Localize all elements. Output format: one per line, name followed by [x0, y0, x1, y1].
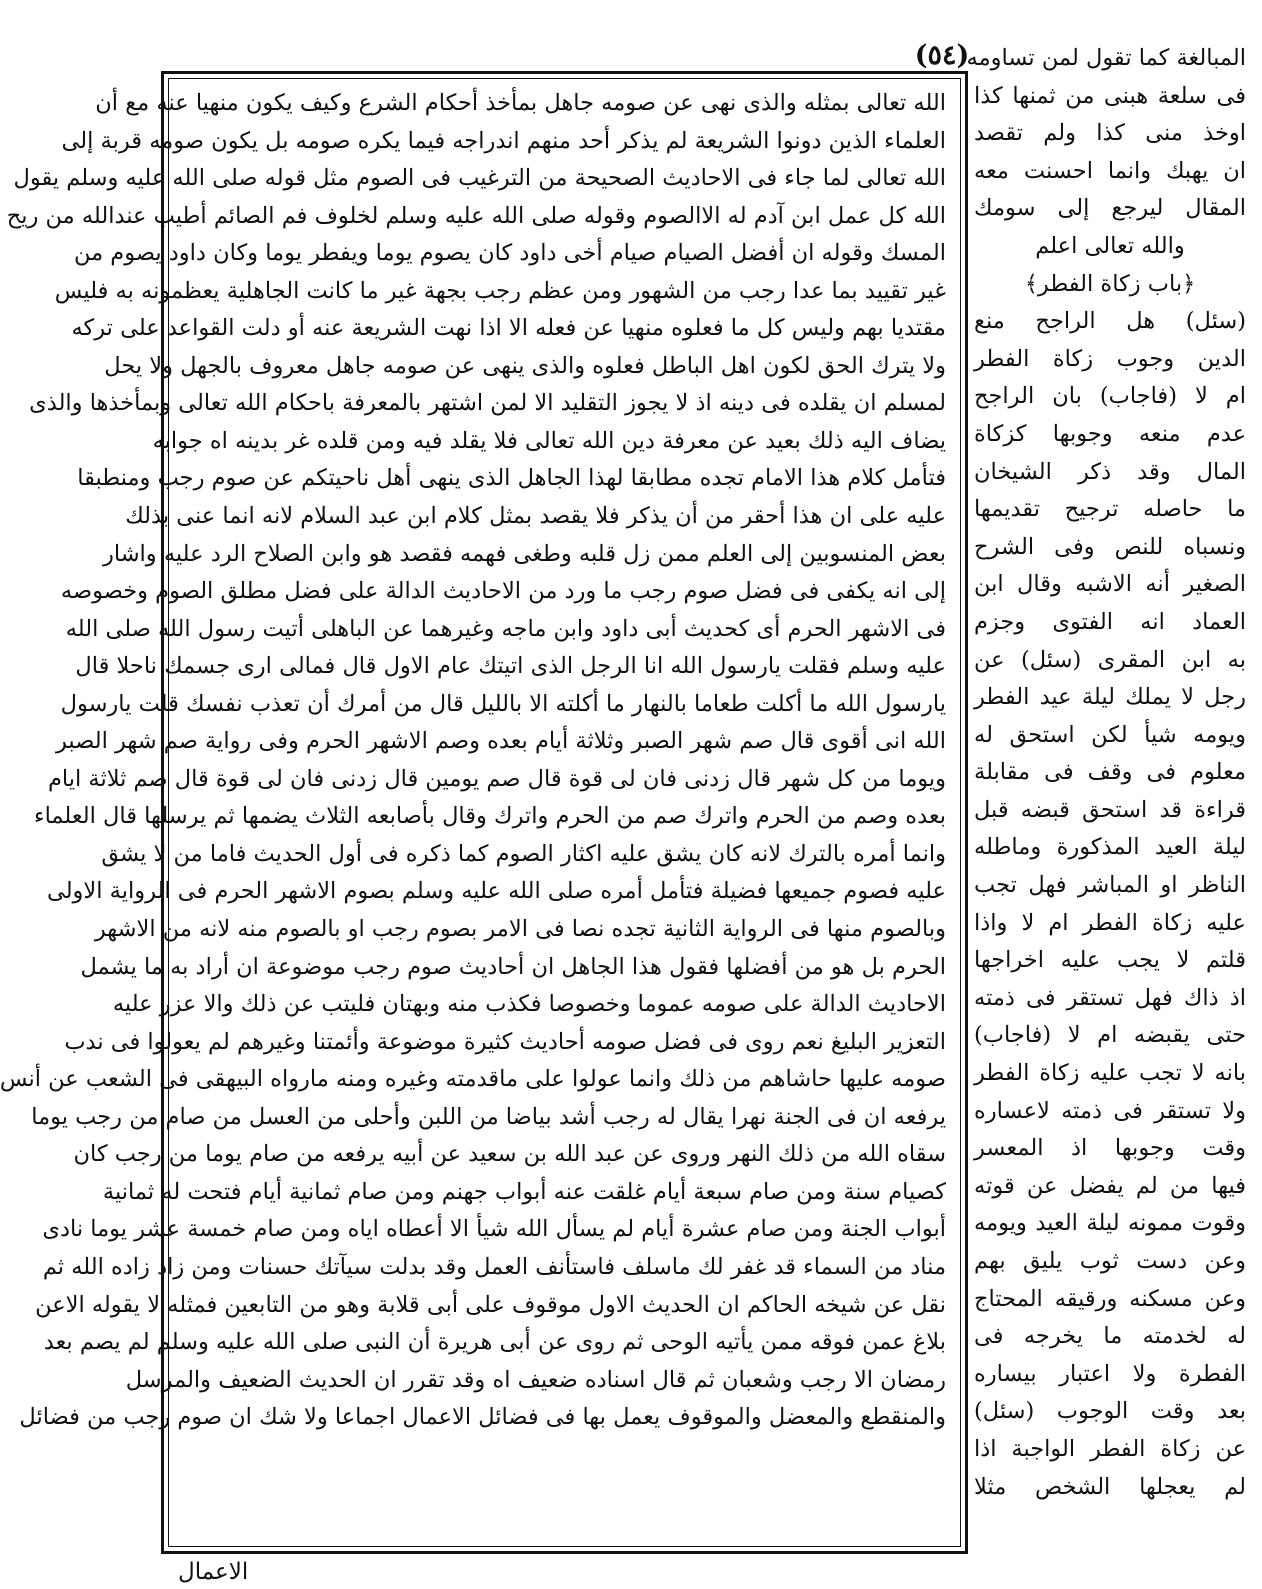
main-text-line: إلى انه يكفى فى فضل صوم رجب ما ورد من الاحاديث الدالة على فضل مطلق الصوم وخصوصه [60, 578, 946, 605]
main-text-line: بعض المنسوبين إلى العلم ممن زل قلبه وطغى فهمه فقصد هو وابن الصلاح الرد عليه واشار [102, 540, 946, 567]
margin-text-line: قراءة قد استحق قبضه قبل [974, 796, 1246, 823]
margin-text-line: وعن مسكنه ورقيقه المحتاج [974, 1285, 1246, 1312]
main-text-line: مناد من السماء قد غفر لك ماسلف فاستأنف العمل وقد بدلت سيآتك حسنات ومن زاد زاده الله ثم [42, 1253, 946, 1280]
main-text-line: فى الاشهر الحرم أى كحديث أبى داود وابن ماجه وغيرهما عن الباهلى أتيت رسول الله صلى الله [65, 615, 946, 642]
main-text-line: الله انى أقوى قال صم شهر الصبر وثلاثة أيام بعده وصم الاشهر الحرم وفى رواية صم شهر الصبر [56, 728, 946, 755]
main-text-line: العلماء الذين دونوا الشريعة لم يذكر أحد منهم اندراجه فيما يكره صومه بل يكون صومه قربة إلى [61, 127, 946, 154]
margin-text-line: له لخدمته ما يخرجه فى [974, 1323, 1246, 1350]
main-text-line: الله تعالى بمثله والذى نهى عن صومه جاهل بمأخذ أحكام الشرع وكيف يكون منهيا عنه مع أن [95, 90, 946, 116]
margin-text-line: ان يهبك وانما احسنت معه [974, 157, 1246, 184]
main-text-line: عليه على ان هذا أحقر من أن يذكر فلا يقصد بمثل كلام ابن عبد السلام لانه انما عنى بذلك [125, 503, 946, 530]
margin-text-line: عليه زكاة الفطر ام لا واذا [974, 909, 1246, 936]
main-text-line: بلاغ عمن فوقه ممن يأتيه الوحى ثم روى عن أبى هريرة أن النبى صلى الله عليه وسلم لم يصم بعد [43, 1329, 946, 1356]
margin-text-line: والله تعالى اعلم [1035, 232, 1185, 259]
margin-text-line: اوخذ منى كذا ولم تقصد [974, 120, 1246, 147]
margin-text-line: الفطرة ولا اعتبار بيساره [974, 1360, 1246, 1387]
main-text-line: وانما أمره بالترك لانه كان يشق عليه اكثار الصوم كما ذكره فى أول الحديث فاما من لا يشق [101, 840, 946, 867]
margin-text-line: اذ ذاك فهل تستقر فى ذمته [974, 984, 1246, 1011]
main-text-line: أبواب الجنة ومن صام عشرة أيام لم يسأل الله شيأ الا أعطاه اياه ومن صام خمسة عشر يوما نادى [42, 1216, 946, 1243]
margin-text-line: ليلة العيد المذكورة وماطله [974, 834, 1246, 861]
main-text-line: الحرم بل هو من أفضلها فقول هذا الجاهل ان أحاديث صوم رجب موضوعة ان أراد به ما يشمل [80, 953, 946, 980]
margin-text-line: (سئل) هل الراجح منع [974, 308, 1246, 335]
margin-text-line: عن زكاة الفطر الواجبة اذا [974, 1435, 1246, 1462]
margin-text-line: ويومه شيأ لكن استحق له [974, 721, 1246, 748]
margin-text-line: رجل لا يملك ليلة عيد الفطر [974, 684, 1246, 711]
main-text-line: عليه فصوم جميعها فضيلة فتأمل أمره صلى الله عليه وسلم بصوم الاشهر الحرم فى الرواية الاولى [46, 878, 946, 905]
margin-text-line: لم يعجلها الشخص مثلا [974, 1473, 1246, 1500]
margin-text-line: المال وقد ذكر الشيخان [974, 458, 1246, 485]
main-text-line: نقل عن شيخه الحاكم ان الحديث الاول موقوف على أبى قلابة وهو من التابعين فمثله لا يقوله الاعن [35, 1291, 946, 1318]
main-text-line: التعزير البليغ نعم روى فى فضل صومه أحاديث كثيرة موضوعة وأئمتنا وغيرهم لم يعولوا فى ندب [64, 1028, 946, 1055]
main-text-line: لمسلم ان يقلده فى دينه اذ لا يجوز التقليد الا لمن اشتهر بالمعرفة باحكام الله تعالى وبمأخذها والذى [29, 390, 946, 417]
main-text-line: عليه وسلم فقلت يارسول الله انا الرجل الذى اتيتك عام الاول قال فمالى ارى جسمك ناحلا قال [75, 653, 946, 680]
margin-text-line: الناظر او المباشر فهل تجب [974, 872, 1246, 899]
margin-text-line: الدين وجوب زكاة الفطر [974, 345, 1246, 372]
margin-text-line: الصغير أنه الاشبه وقال ابن [974, 571, 1246, 598]
margin-text-line: المقال ليرجع إلى سومك [974, 195, 1246, 222]
main-text-line: وبالصوم منها فى الرواية الثانية تجده نصا فى الامر بصوم رجب او بالصوم منه لانه من الاشهر [94, 916, 946, 943]
main-text-line: مقتديا بهم وليس كل ما فعلوه منهيا عن فعله الا اذا نهت الشريعة عنه أو دلت القواعد على تركه [71, 315, 946, 342]
main-text-frame [0, 71, 968, 1554]
main-text-line: ويوما من كل شهر قال زدنى فان لى قوة قال صم يومين قال زدنى فان لى قوة قال صم ثلاثة ايام [47, 765, 946, 792]
margin-text-line: ونسباه للنص وفى الشرح [974, 533, 1246, 560]
margin-text-line: عدم منعه وجوبها كزكاة [974, 420, 1246, 447]
margin-text-line: به ابن المقرى (سئل) عن [974, 646, 1246, 673]
margin-text-line: قلتم لا يجب عليه اخراجها [974, 947, 1246, 974]
margin-text-line: بعد وقت الوجوب (سئل) [974, 1398, 1246, 1425]
margin-text-line: المبالغة كما تقول لمن تساومه [966, 45, 1246, 71]
main-text-line: يضاف اليه ذلك بعيد عن معرفة دين الله تعالى فلا يقلد فيه ومن قلده غر بدينه اه جوابه [152, 427, 946, 454]
margin-text-line: بانه لا تجب عليه زكاة الفطر [974, 1060, 1246, 1087]
main-text-line: فتأمل كلام هذا الامام تجده مطابقا لهذا الجاهل الذى ينهى أهل ناحيتكم عن صوم رجب ومنطبقا [77, 465, 946, 492]
main-text-line: الله كل عمل ابن آدم له الاالصوم وقوله صلى الله عليه وسلم لخلوف فم الصائم أطيب عندالله من ريح [6, 202, 946, 229]
section-heading: ﴿باب زكاة الفطر﴾ [1024, 270, 1196, 297]
main-text-line: كصيام سنة ومن صام سبعة أيام غلقت عنه أبواب جهنم ومن صام ثمانية أيام فتحت له ثمانية [102, 1178, 946, 1205]
main-text-line: سقاه الله من ذلك النهر وروى عن عبد الله بن سعيد عن أبيه يرفعه من صام يوما من رجب كان [73, 1141, 946, 1168]
margin-text-line: وعن دست ثوب يليق بهم [974, 1248, 1246, 1274]
main-text-line: المسك وقوله ان أفضل الصيام صيام أخى داود كان يصوم يوما ويفطر يوما وكان داود يصوم من [73, 240, 946, 267]
page-number: (٥٤) [914, 40, 970, 71]
main-text-line: الاحاديث الدالة على صومه عموما وخصوصا فكذب منه وبهتان فليتب عن ذلك والا عزر عليه [112, 991, 946, 1018]
main-text-line: يرفعه ان فى الجنة نهرا يقال له رجب أشد بياضا من اللبن وأحلى من العسل من صام من رجب يوما [31, 1103, 946, 1130]
margin-text-line: وقوت ممونه ليلة العيد ويومه [974, 1210, 1246, 1237]
margin-text-line: فيها من لم يفضل عن قوته [974, 1172, 1246, 1199]
catchword: الاعمال [178, 1559, 249, 1585]
main-text-line: رمضان الا رجب وشعبان ثم قال اسناده ضعيف اه وقد تقرر ان الحديث الضعيف والمرسل [125, 1366, 946, 1393]
main-text-line: ولا يترك الحق لكون اهل الباطل فعلوه والذى ينهى عن صومه جاهل معروف بالجهل ولا يحل [104, 352, 946, 379]
margin-text-line: معلوم فى وقف فى مقابلة [974, 759, 1246, 786]
main-text-line: يارسول الله ما أكلت طعاما بالنهار ما أكلته الا بالليل قال من أمرك أن تعذب نفسك قلت يارسول [60, 690, 946, 717]
margin-commentary [966, 40, 1246, 1506]
main-text-line: بعده وصم من الحرم واترك صم من الحرم واترك وقال بأصابعه الثلاث يضمها ثم يرسلها قال العلماء [33, 803, 946, 830]
margin-text-line: ولا تستقر فى ذمته لاعساره [974, 1097, 1246, 1124]
margin-text-line: العماد انه الفتوى وجزم [974, 608, 1246, 635]
margin-text-line: فى سلعة هبنى من ثمنها كذا [974, 82, 1246, 109]
main-text-line: غير تقييد بما عدا رجب من الشهور ومن عظم رجب بجهة غير ما كانت الجاهلية يعظمونه به فليس [54, 277, 946, 304]
main-text-body [0, 78, 961, 1547]
main-text-line: الله تعالى لما جاء فى الاحاديث الصحيحة من الترغيب فى الصوم مثل قوله صلى الله عليه وسلم يقول [13, 165, 946, 192]
margin-text-line: ما حاصله ترجيح تقديمها [974, 496, 1246, 523]
margin-text-line: حتى يقبضه ام لا (فاجاب) [974, 1022, 1246, 1049]
main-text-line: صومه عليها حاشاهم من ذلك وانما عولوا على ماقدمته وغيره ومنه مارواه البيهقى فى الشعب عن أنس [0, 1066, 946, 1093]
main-text-line: والمنقطع والمعضل والموقوف يعمل بها فى فضائل الاعمال اجماعا ولا شك ان صوم رجب من فضائل [19, 1404, 946, 1431]
margin-text-line: وقت وجوبها اذ المعسر [974, 1135, 1246, 1162]
margin-text-line: ام لا (فاجاب) بان الراجح [974, 383, 1246, 410]
